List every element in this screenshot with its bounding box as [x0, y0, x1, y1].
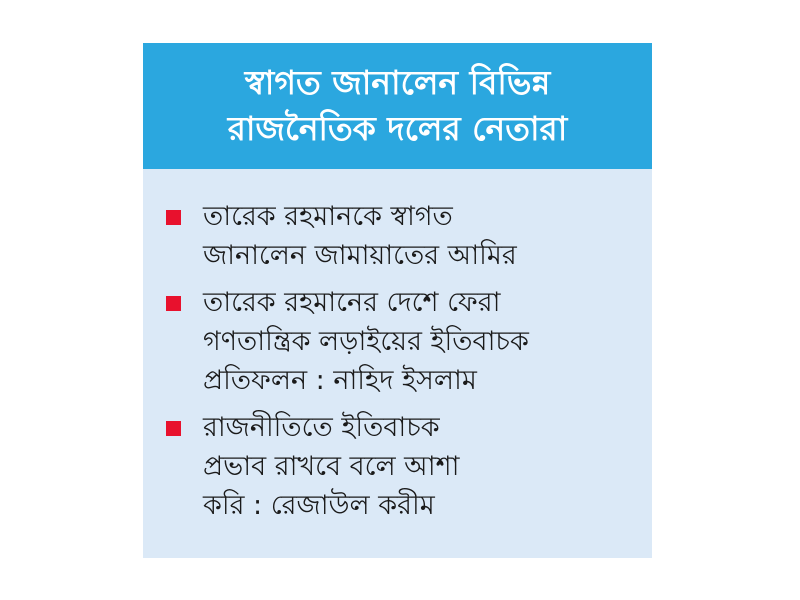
news-highlight-box [143, 43, 652, 558]
red-square-bullet-icon [166, 296, 181, 311]
list-item-line: করি : রেজাউল করীম [203, 490, 435, 521]
list-item-line: প্রভাব রাখবে বলে আশা [203, 451, 460, 482]
list-item-line: তারেক রহমানের দেশে ফেরা [203, 287, 501, 318]
red-square-bullet-icon [166, 210, 181, 225]
list-item-line: রাজনীতিতে ইতিবাচক [203, 412, 440, 443]
red-square-bullet-icon [166, 421, 181, 436]
list-item-line: গণতান্ত্রিক লড়াইয়ের ইতিবাচক [203, 326, 529, 357]
bullet-list [143, 197, 652, 533]
list-item-line: তারেক রহমানকে স্বাগত [203, 201, 453, 232]
list-item-line: প্রতিফলন : নাহিদ ইসলাম [203, 365, 477, 396]
list-item [143, 408, 652, 525]
list-item [143, 197, 652, 275]
header-banner [143, 43, 652, 169]
headline-line-2: রাজনৈতিক দলের নেতারা [227, 109, 568, 148]
list-item-line: জানালেন জামায়াতের আমির [203, 240, 517, 271]
list-item [143, 283, 652, 400]
headline-line-1: স্বাগত জানালেন বিভিন্ন [244, 63, 551, 102]
